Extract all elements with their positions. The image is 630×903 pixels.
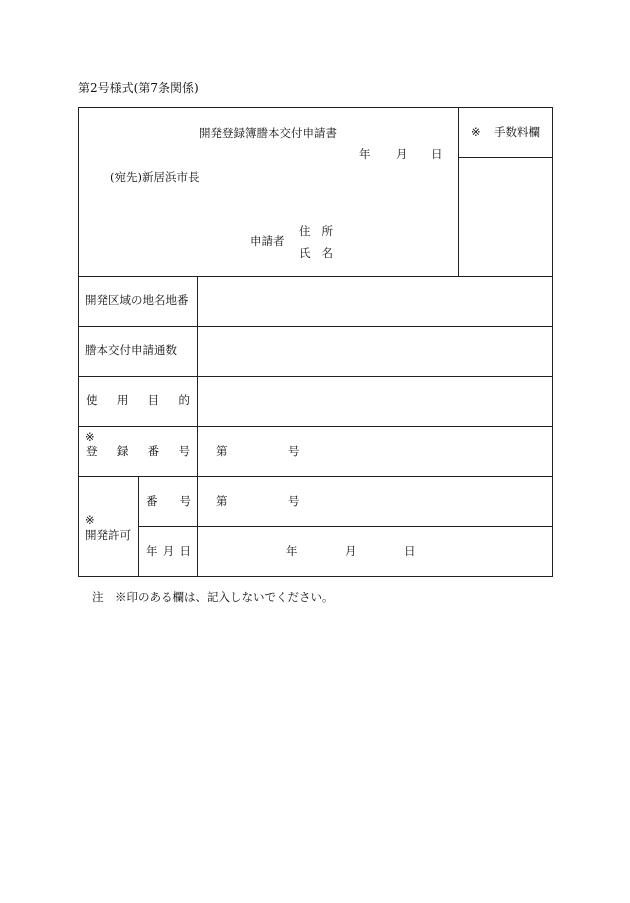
- note: 注 ※印のある欄は、記入しないでください。: [92, 590, 334, 604]
- form-number: 第2号様式(第7条関係): [78, 81, 199, 95]
- date-month: 月: [396, 147, 408, 161]
- fee-area: [459, 158, 552, 275]
- location-field[interactable]: [198, 277, 552, 326]
- location-label: 開発区域の地名地番: [85, 293, 189, 307]
- permit-subcolumn-divider: [138, 476, 139, 577]
- purpose-label: 使 用 目 的: [86, 393, 190, 407]
- copies-label: 謄本交付申請通数: [85, 343, 177, 357]
- address-label: 住 所: [299, 224, 333, 238]
- fee-label: 手数料欄: [494, 125, 540, 139]
- permit-date-month: 月: [345, 544, 357, 558]
- fee-mark: ※: [471, 125, 481, 139]
- row-divider-6: [138, 526, 553, 527]
- row-divider-5: [78, 476, 553, 477]
- purpose-field[interactable]: [198, 377, 552, 426]
- row-divider-4: [78, 426, 553, 427]
- permit-number-prefix: 第: [216, 494, 228, 508]
- permit-date-label: 年 月 日: [146, 544, 191, 558]
- permit-label: 開発許可: [85, 528, 131, 542]
- permit-mark: ※: [85, 513, 95, 527]
- application-title: 開発登録簿謄本交付申請書: [199, 126, 337, 140]
- date-day: 日: [431, 147, 443, 161]
- registration-prefix: 第: [216, 444, 228, 458]
- permit-date-day: 日: [404, 544, 416, 558]
- copies-field[interactable]: [198, 327, 552, 376]
- registration-mark: ※: [85, 430, 95, 444]
- registration-label: 登 録 番 号: [86, 444, 190, 458]
- registration-suffix: 号: [288, 444, 300, 458]
- date-year: 年: [359, 147, 371, 161]
- applicant-label: 申請者: [250, 234, 285, 248]
- addressee: (宛先)新居浜市長: [110, 170, 200, 184]
- name-label: 氏 名: [299, 246, 333, 260]
- permit-date-year: 年: [286, 544, 298, 558]
- permit-number-suffix: 号: [288, 494, 300, 508]
- permit-number-label: 番 号: [146, 494, 191, 508]
